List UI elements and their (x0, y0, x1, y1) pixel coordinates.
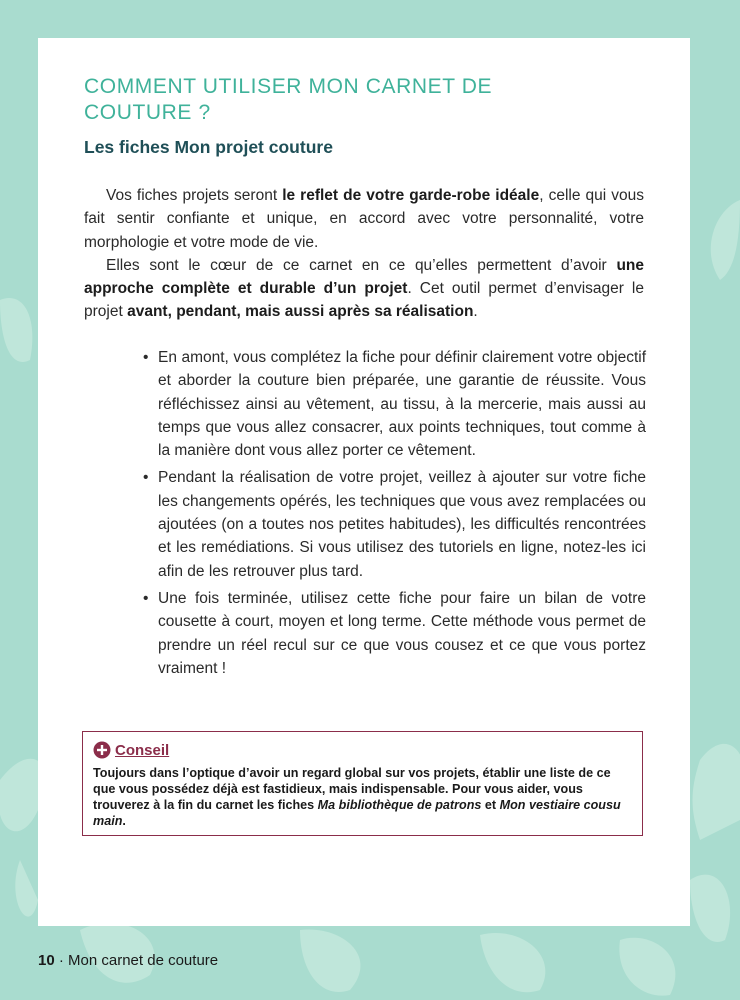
list-item: • Pendant la réalisation de votre projet, veillez à ajouter sur votre fiche les changements opérés, les techniques que vous avez remplacées ou ajoutées (on a toutes nos petites habitudes), les difficultés rencontrées et les remédiations. Si vous utilisez des tutoriels en ligne, notez-les ici afin de les retrouver plus tard. (156, 466, 646, 582)
bullet-icon: • (143, 589, 149, 607)
bullet-icon: • (143, 349, 149, 366)
page-title: COMMENT UTILISER MON CARNET DE COUTURE ? (84, 75, 493, 124)
list-item: • En amont, vous complétez la fiche pour définir clairement votre objectif et aborder la couture bien préparée, une garantie de réussite. Vous réfléchissez ainsi au vêtement, au tissu, à la mercerie, mais aussi au temps que vous allez consacrer, aux points techniques, tout comme à la manière dont vous allez porter ce vêtement. (156, 346, 646, 462)
page-number: 10 (38, 952, 55, 969)
tip-box (82, 731, 643, 836)
footer-separator: · (54, 952, 69, 969)
paragraph-2: Elles sont le cœur de ce carnet en ce qu’elles permettent d’avoir une approche complète et durable d’un projet. Cet outil permet d’envisager le projet avant, pendant, mais aussi après sa réalisation. (84, 256, 644, 321)
book-title: Mon carnet de couture (68, 952, 219, 969)
tip-label: Conseil (115, 741, 170, 759)
tip-header (93, 740, 169, 760)
paragraph-1: Vos fiches projets seront le reflet de votre garde-robe idéale, celle qui vous fait sentir confiante et unique, en accord avec votre personnalité, votre morphologie et votre mode de vie. (84, 187, 644, 251)
plus-circle-icon (93, 741, 111, 759)
page-card (38, 38, 690, 926)
bullet-icon: • (143, 469, 149, 487)
intro-body (84, 184, 644, 324)
page-footer (38, 952, 218, 969)
bullet-list (143, 346, 646, 684)
tip-text: Toujours dans l’optique d’avoir un regard global sur vos projets, établir une liste de ce que vous possédez déjà est fastidieux, mais indispensable. Pour vous aider, vous trouverez à la fin du carnet les fiches Ma bibliothèque de patrons et Mon vestiaire cousu main. (93, 766, 621, 828)
list-item: • Une fois terminée, utilisez cette fiche pour faire un bilan de votre cousette à court, moyen et long terme. Cette méthode vous permet de prendre un réel recul sur ce que vous cousez et ce que vous portez vraiment ! (156, 587, 646, 680)
section-subtitle: Les fiches Mon projet couture (84, 137, 333, 157)
